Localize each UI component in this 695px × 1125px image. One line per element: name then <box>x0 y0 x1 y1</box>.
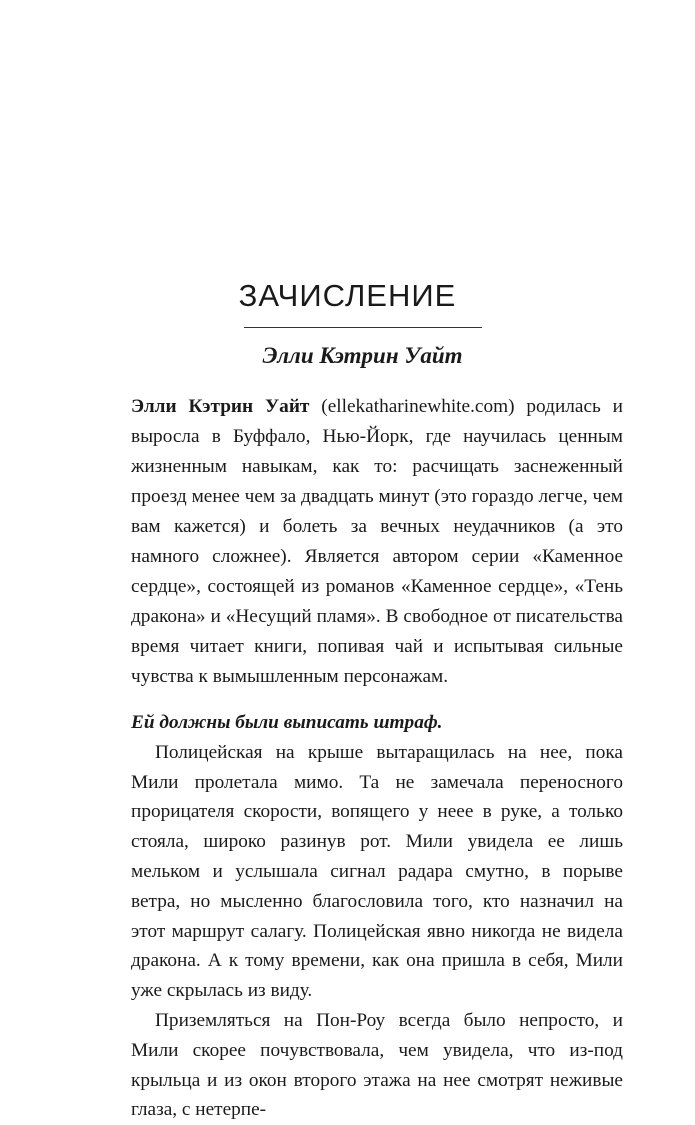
author-heading: Элли Кэтрин Уайт <box>262 343 463 368</box>
story-lead-line: Ей должны были выписать штраф. <box>131 712 443 733</box>
author-bio <box>131 392 623 692</box>
title-divider <box>244 327 482 328</box>
story-paragraph: Приземляться на Пон-Роу всегда было непросто, и Мили скорее почувствовала, чем увидела, что из-под крыльца и из окон второго этажа на нее смотрят неживые глаза, с нетерпе- <box>131 1009 623 1121</box>
bio-author-name: Элли Кэтрин Уайт <box>131 396 310 417</box>
chapter-title: ЗАЧИСЛЕНИЕ <box>238 278 457 313</box>
story-text <box>131 708 623 1125</box>
story-paragraph: Полицейская на крыше вытаращилась на нее, пока Мили пролетала мимо. Та не замечала переносного прорицателя скорости, вопящего у неее в руке, а только стояла, широко разинув рот. Мили увидела ее лишь мельком и услышала сигнал радара смутно, в порыве ветра, но мысленно благословила того, кто назначил на этот маршрут салагу. Полицейская явно никогда не видела дракона. А к тому времени, как она пришла в себя, Мили уже скрылась из виду. <box>131 741 623 1002</box>
bio-text: (ellekatharinewhite.com) родилась и выросла в Буффало, Нью-Йорк, где научилась ценным жизненным навыкам, как то: расчищать заснеженный проезд менее чем за двадцать минут (это гораздо легче, чем вам кажется) и болеть за вечных неудачников (а это намного сложнее). Является автором серии «Каменное сердце», состоящей из романов «Каменное сердце», «Тень дракона» и «Несущий пламя». В свободное от писательства время читает книги, попивая чай и испытывая сильные чувства к вымышленным персонажам. <box>131 396 623 687</box>
